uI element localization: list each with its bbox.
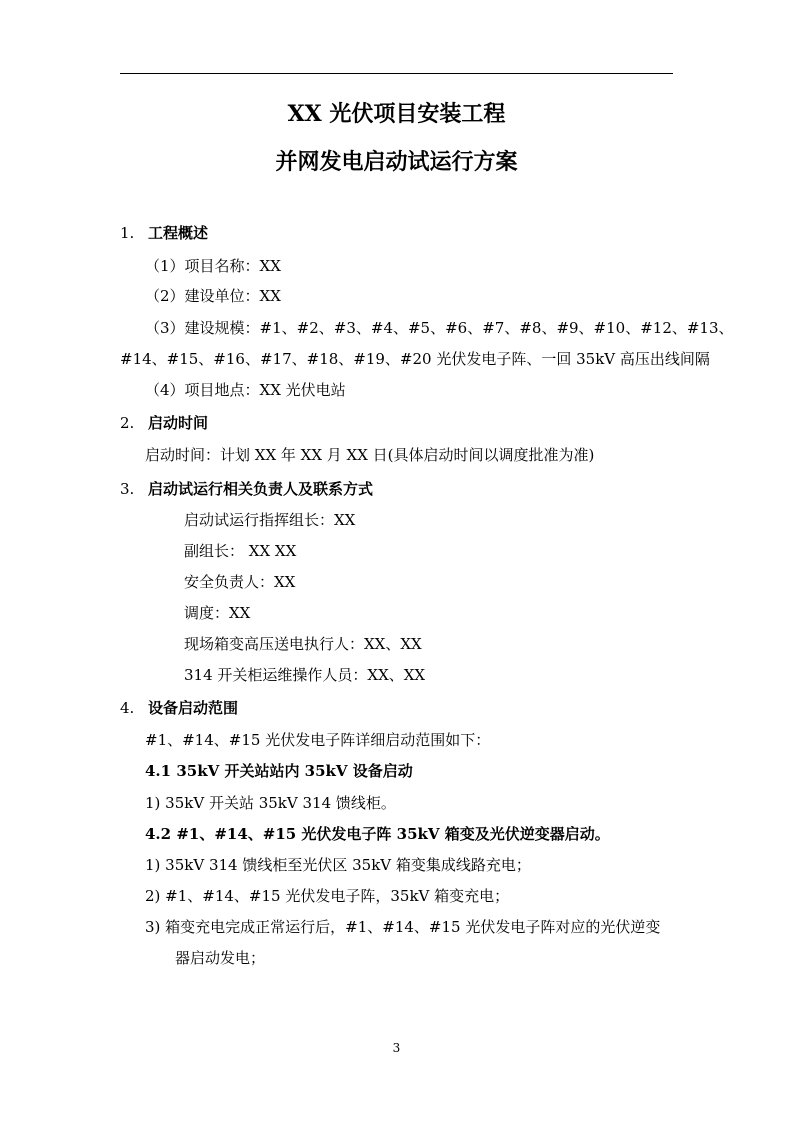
subsection-4-2-item-1: 1) 35kV 314 馈线柜至光伏区 35kV 箱变集成线路充电；: [145, 856, 531, 874]
contact-commander: 启动试运行指挥组长：XX: [184, 511, 356, 529]
header-rule: [120, 73, 673, 74]
subsection-4-2-item-2: 2) #1、#14、#15 光伏发电子阵，35kV 箱变充电；: [145, 887, 510, 905]
section-1-item-1: （1）项目名称：XX: [145, 257, 281, 275]
contact-safety: 安全负责人：XX: [184, 573, 296, 591]
section-title: 工程概述: [148, 224, 209, 242]
contact-deputy: 副组长： XX XX: [184, 542, 297, 560]
section-number: 3.: [120, 480, 135, 498]
section-4-heading: [120, 698, 238, 718]
subsection-4-2-heading: 4.2 #1、#14、#15 光伏发电子阵 35kV 箱变及光伏逆变器启动。: [145, 825, 610, 843]
section-title: 设备启动范围: [148, 699, 239, 717]
section-number: 1.: [120, 224, 135, 242]
section-number: 4.: [120, 699, 135, 717]
section-1-heading: [120, 223, 208, 243]
section-title: 启动试运行相关负责人及联系方式: [148, 480, 374, 498]
document-title-line1: XX 光伏项目安装工程: [287, 101, 506, 127]
contact-dispatch: 调度：XX: [184, 604, 251, 622]
section-title: 启动时间: [148, 414, 209, 432]
contact-hv-executor: 现场箱变高压送电执行人：XX、XX: [184, 635, 422, 653]
section-number: 2.: [120, 414, 135, 432]
section-1-item-3-line1: （3）建设规模：#1、#2、#3、#4、#5、#6、#7、#8、#9、#10、#12、#13、: [145, 319, 734, 337]
section-1-item-3-line2: #14、#15、#16、#17、#18、#19、#20 光伏发电子阵、一回 35kV 高压出线间隔: [120, 350, 710, 368]
subsection-4-2-item-3-line1: 3) 箱变充电完成正常运行后，#1、#14、#15 光伏发电子阵对应的光伏逆变: [145, 918, 661, 936]
document-title-line2: 并网发电启动试运行方案: [275, 149, 518, 175]
section-2-heading: [120, 413, 208, 433]
section-2-text: 启动时间：计划 XX 年 XX 月 XX 日(具体启动时间以调度批准为准): [145, 446, 595, 464]
section-1-item-4: （4）项目地点：XX 光伏电站: [145, 381, 346, 399]
section-3-heading: [120, 479, 373, 499]
subsection-4-2-item-3-line2: 器启动发电；: [175, 949, 266, 967]
page-number: 3: [392, 1041, 401, 1055]
section-4-intro: #1、#14、#15 光伏发电子阵详细启动范围如下：: [145, 731, 491, 749]
subsection-4-1-item-1: 1) 35kV 开关站 35kV 314 馈线柜。: [145, 794, 396, 812]
section-1-item-2: （2）建设单位：XX: [145, 287, 281, 305]
subsection-4-1-heading: 4.1 35kV 开关站站内 35kV 设备启动: [145, 762, 413, 780]
contact-operator: 314 开关柜运维操作人员：XX、XX: [184, 666, 426, 684]
